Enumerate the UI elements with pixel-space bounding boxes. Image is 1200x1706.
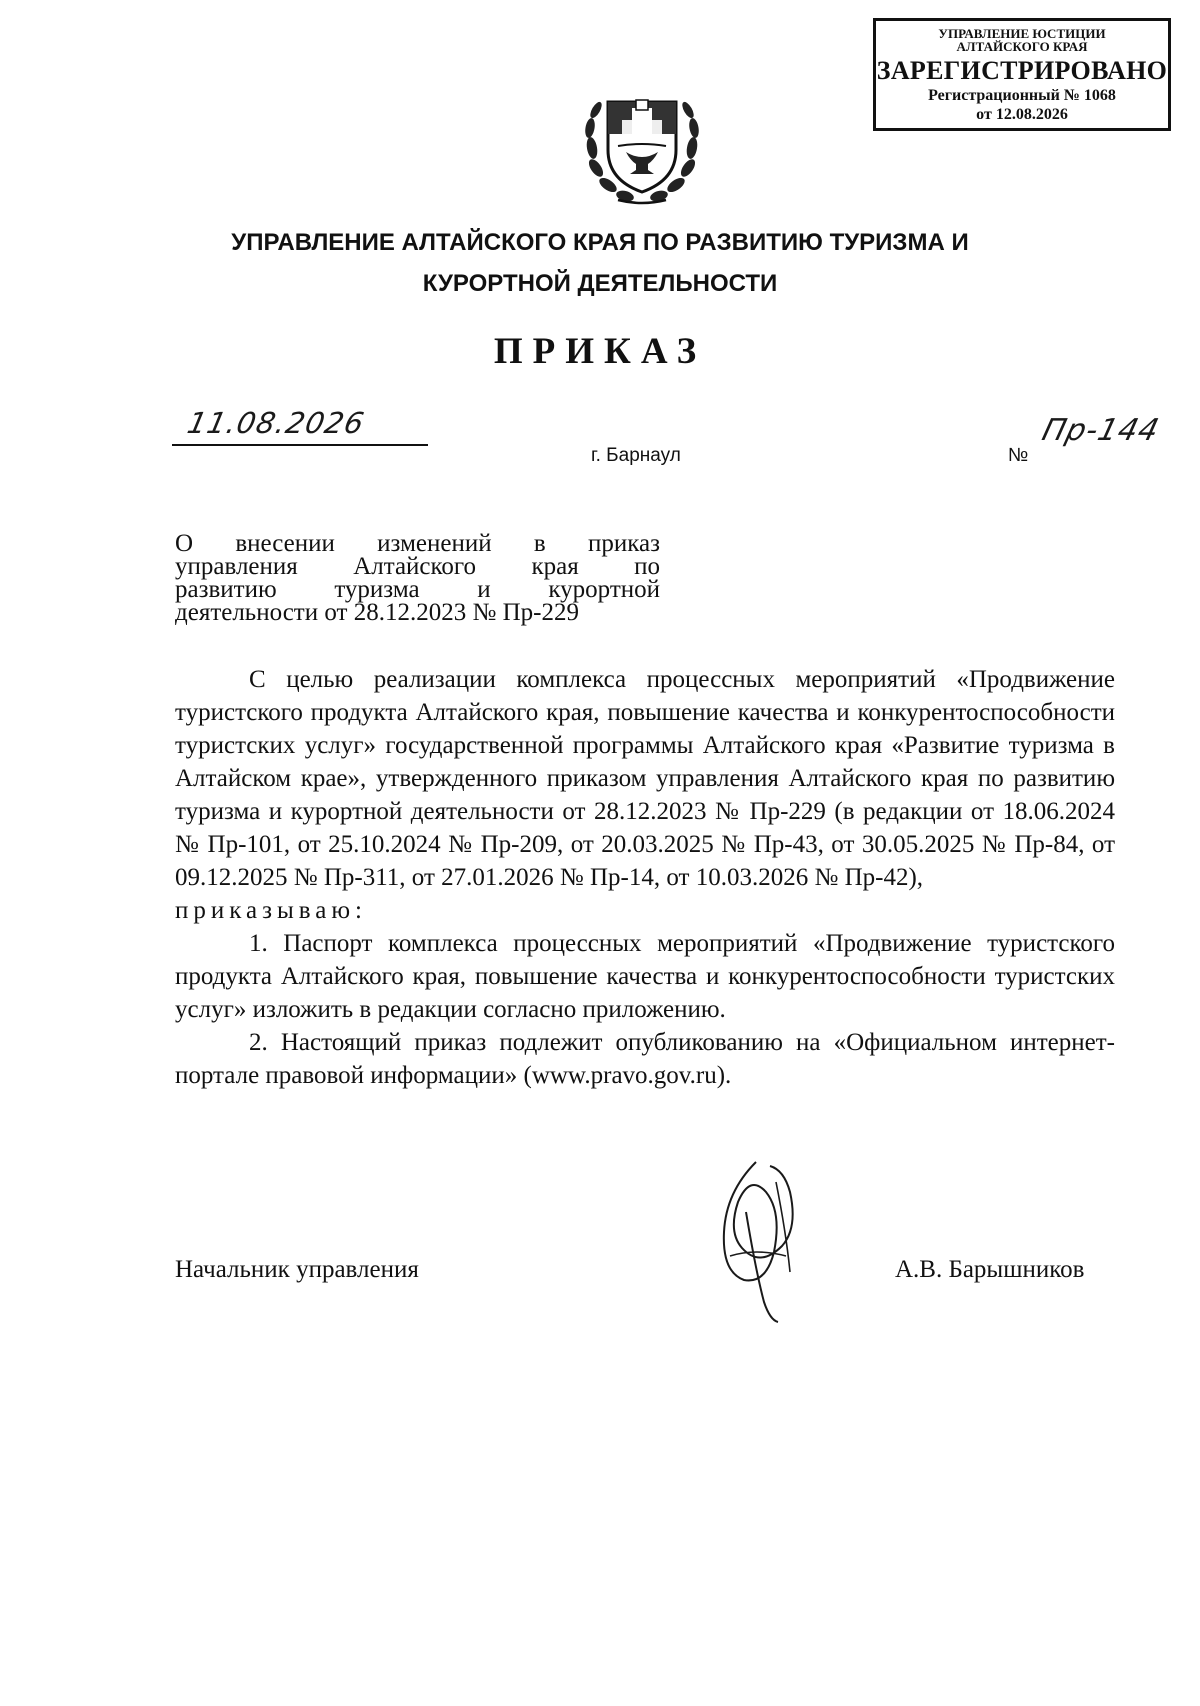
- date-underline: [172, 444, 428, 446]
- stamp-status: ЗАРЕГИСТРИРОВАНО: [876, 56, 1168, 85]
- signatory-name: А.В. Барышников: [895, 1256, 1085, 1283]
- organization-name: [150, 222, 1050, 304]
- stamp-authority-line2: АЛТАЙСКОГО КРАЯ: [956, 39, 1088, 54]
- subject-line2: управления Алтайского края по: [175, 553, 660, 580]
- handwritten-signature: [686, 1152, 836, 1327]
- subject-line1: О внесении изменений в приказ: [175, 530, 660, 557]
- order-number: Пр-144: [1038, 413, 1164, 448]
- order-item-1: 1. Паспорт комплекса процессных мероприятий «Продвижение туристского продукта Алтайского края, повышение качества и конкурентоспособности туристских услуг» изложить в редакции согласно приложению.: [175, 930, 1115, 1023]
- order-item-2: 2. Настоящий приказ подлежит опубликованию на «Официальном интернет-портале правовой информации» (www.pravo.gov.ru).: [175, 1029, 1115, 1089]
- organization-name-line2: КУРОРТНОЙ ДЕЯТЕЛЬНОСТИ: [422, 270, 778, 297]
- order-body: [175, 663, 1115, 1092]
- order-date: 11.08.2026: [184, 406, 368, 440]
- number-sign: №: [1008, 445, 1029, 466]
- signatory-position: Начальник управления: [175, 1256, 419, 1283]
- city: г. Барнаул: [591, 445, 681, 466]
- stamp-authority-line1: УПРАВЛЕНИЕ ЮСТИЦИИ: [938, 26, 1106, 41]
- subject-line3: развитию туризма и курортной: [175, 576, 660, 603]
- organization-name-line1: УПРАВЛЕНИЕ АЛТАЙСКОГО КРАЯ ПО РАЗВИТИЮ ТУРИЗМА И: [231, 229, 969, 256]
- order-subject: [175, 532, 660, 624]
- order-word: приказываю:: [175, 897, 367, 924]
- document-type: ПРИКАЗ: [493, 331, 707, 372]
- subject-line4: деятельности от 28.12.2023 № Пр-229: [175, 599, 579, 626]
- stamp-reg-number: Регистрационный № 1068: [928, 87, 1116, 104]
- stamp-reg-date: от 12.08.2026: [976, 106, 1068, 123]
- coat-of-arms-icon: [578, 88, 706, 208]
- preamble-paragraph: С целью реализации комплекса процессных мероприятий «Продвижение туристского продукта Алтайского края, повышение качества и конкурентоспособности туристских услуг» государственной программы Алтайского края «Развитие туризма в Алтайском крае», утвержденного приказом управления Алтайского края по развитию туризма и курортной деятельности от 28.12.2023 № Пр-229 (в редакции от 18.06.2024 № Пр-101, от 25.10.2024 № Пр-209, от 20.03.2025 № Пр-43, от 30.05.2025 № Пр-84, от 09.12.2025 № Пр-311, от 27.01.2026 № Пр-14, от 10.03.2026 № Пр-42),: [175, 666, 1115, 891]
- registration-stamp: [873, 18, 1171, 131]
